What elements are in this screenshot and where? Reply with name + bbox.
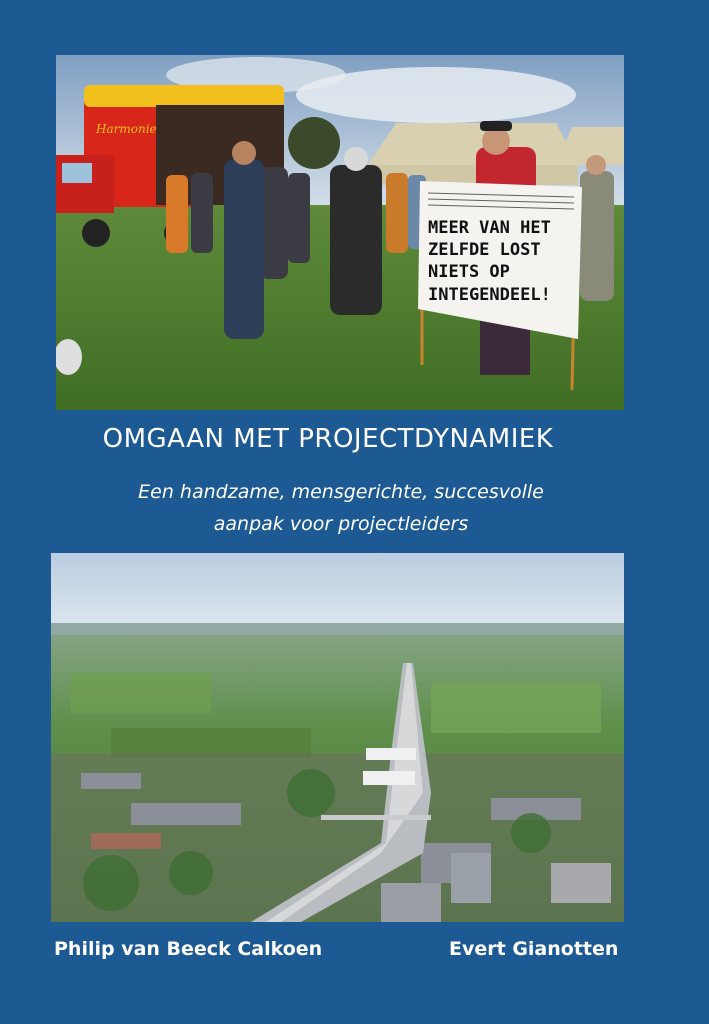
book-subtitle-line-2: aanpak voor projectleiders bbox=[213, 513, 469, 535]
protest-photo bbox=[56, 55, 624, 410]
banner-line-2: ZELFDE LOST bbox=[428, 240, 541, 260]
author-name-2: Evert Gianotten bbox=[449, 938, 619, 960]
aerial-highway-photo bbox=[51, 553, 624, 922]
author-name-1: Philip van Beeck Calkoen bbox=[54, 938, 323, 960]
svg-text:Harmonie: Harmonie bbox=[96, 122, 157, 136]
banner-line-4: INTEGENDEEL! bbox=[428, 285, 551, 305]
banner-line-1: MEER VAN HET bbox=[428, 218, 551, 238]
book-subtitle-line-1: Een handzame, mensgerichte, succesvolle bbox=[138, 481, 544, 503]
banner-line-3: NIETS OP bbox=[428, 262, 510, 282]
book-title: OMGAAN MET PROJECTDYNAMIEK bbox=[102, 424, 554, 454]
